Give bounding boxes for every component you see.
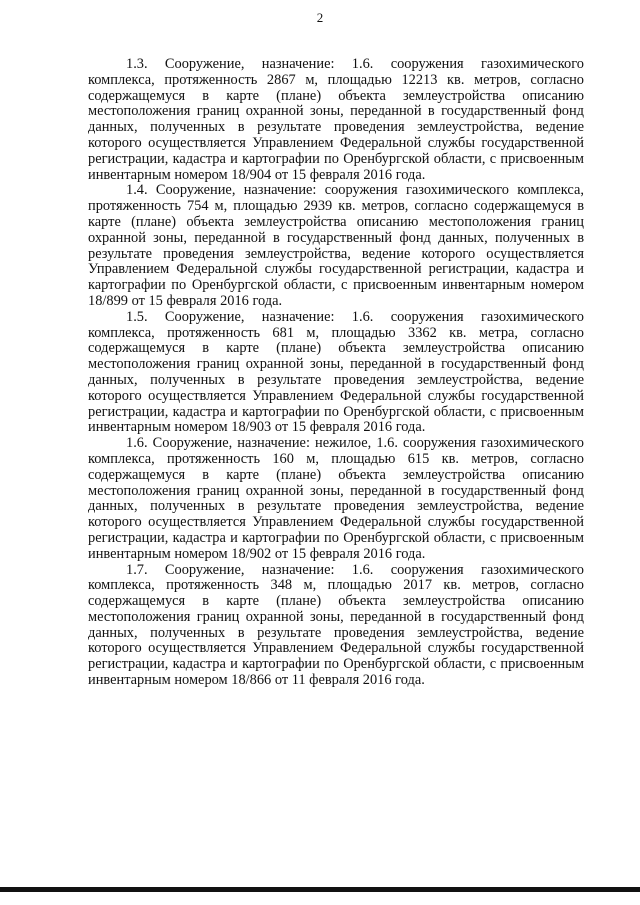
paragraph-1-4: 1.4. Сооружение, назначение: сооружения газохимического комплекса, протяженность 754 м, площадью 2939 кв. метров, согласно содержащемуся в карте (плане) объекта землеустройства описанию местоположения границ охранной зоны, переданной в государственный фонд данных, полученных в результате проведения землеустройства, ведение которого осуществляется Управлением Федеральной службы государственной регистрации, кадастра и картографии по Оренбургской области, с присвоенным инвентарным номером 18/899 от 15 февраля 2016 года. [88, 182, 584, 309]
paragraph-1-3: 1.3. Сооружение, назначение: 1.6. сооружения газохимического комплекса, протяженность 2867 м, площадью 12213 кв. метров, согласно содержащемуся в карте (плане) объекта землеустройства описанию местоположения границ охранной зоны, переданной в государственный фонд данных, полученных в результате проведения землеустройства, ведение которого осуществляется Управлением Федеральной службы государственной регистрации, кадастра и картографии по Оренбургской области, с присвоенным инвентарным номером 18/904 от 15 февраля 2016 года. [88, 56, 584, 183]
bottom-scan-edge [0, 887, 640, 892]
page-number: 2 [316, 10, 324, 25]
paragraph-1-5: 1.5. Сооружение, назначение: 1.6. сооружения газохимического комплекса, протяженность 681 м, площадью 3362 кв. метра, согласно содержащемуся в карте (плане) объекта землеустройства описанию местоположения границ охранной зоны, переданной в государственный фонд данных, полученных в результате проведения землеустройства, ведение которого осуществляется Управлением Федеральной службы государственной регистрации, кадастра и картографии по Оренбургской области, с присвоенным инвентарным номером 18/903 от 15 февраля 2016 года. [88, 308, 584, 436]
document-body [88, 57, 584, 689]
paragraph-1-7: 1.7. Сооружение, назначение: 1.6. сооружения газохимического комплекса, протяженность 348 м, площадью 2017 кв. метров, согласно содержащемуся в карте (плане) объекта землеустройства описанию местоположения границ охранной зоны, переданной в государственный фонд данных, полученных в результате проведения землеустройства, ведение которого осуществляется Управлением Федеральной службы государственной регистрации, кадастра и картографии по Оренбургской области, с присвоенным инвентарным номером 18/866 от 11 февраля 2016 года. [88, 561, 584, 689]
paragraph-1-6: 1.6. Сооружение, назначение: нежилое, 1.6. сооружения газохимического комплекса, протяженность 160 м, площадью 615 кв. метров, согласно содержащемуся в карте (плане) объекта землеустройства описанию местоположения границ охранной зоны, переданной в государственный фонд данных, полученных в результате проведения землеустройства, ведение которого осуществляется Управлением Федеральной службы государственной регистрации, кадастра и картографии по Оренбургской области, с присвоенным инвентарным номером 18/902 от 15 февраля 2016 года. [88, 435, 584, 562]
